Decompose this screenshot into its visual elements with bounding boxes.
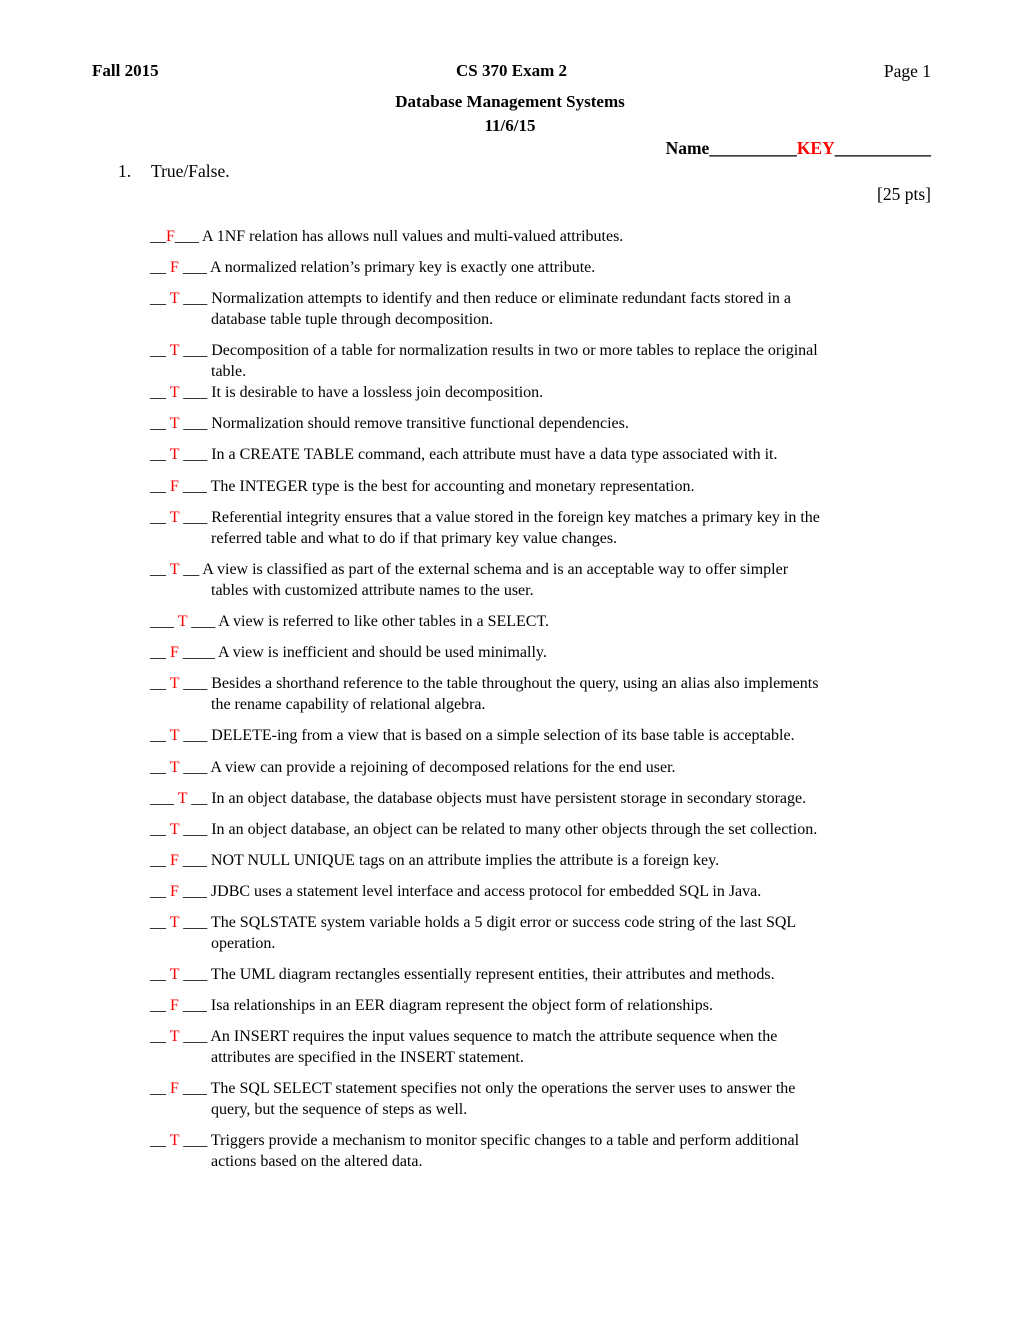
answer-mark: F bbox=[166, 228, 175, 245]
answer-blank-suffix: __ bbox=[179, 561, 200, 578]
answer-mark: T bbox=[177, 613, 188, 630]
tf-item bbox=[150, 757, 930, 778]
answer-blank-prefix: __ bbox=[150, 821, 170, 838]
answer-blank-suffix: ___ bbox=[179, 1132, 208, 1149]
statement-continuation: referred table and what to do if that primary key value changes. bbox=[211, 530, 618, 547]
statement-text: In an object database, the database objects must have persistent storage in secondary storage. bbox=[211, 790, 807, 807]
tf-item bbox=[150, 382, 930, 403]
answer-blank-prefix: __ bbox=[150, 852, 170, 869]
statement-text: DELETE-ing from a view that is based on a simple selection of its base table is acceptable. bbox=[211, 727, 795, 744]
statement-text: A view can provide a rejoining of decomposed relations for the end user. bbox=[210, 759, 676, 776]
answer-blank-suffix: ___ bbox=[179, 384, 208, 401]
answer-blank-prefix: __ bbox=[150, 342, 170, 359]
name-blank-before: __________ bbox=[709, 138, 797, 158]
answer-blank-prefix: __ bbox=[150, 415, 170, 432]
answer-blank-prefix: __ bbox=[150, 914, 170, 931]
answer-blank-prefix: ___ bbox=[150, 613, 178, 630]
tf-item bbox=[150, 559, 930, 601]
statement-text: The SQL SELECT statement specifies not only the operations the server uses to answer the bbox=[210, 1080, 796, 1097]
answer-blank-suffix: ___ bbox=[179, 727, 208, 744]
answer-mark: F bbox=[170, 259, 179, 276]
answer-blank-suffix: ___ bbox=[179, 759, 208, 776]
statement-text: The SQLSTATE system variable holds a 5 digit error or success code string of the last SQL bbox=[210, 914, 797, 931]
exam-date: 11/6/15 bbox=[484, 116, 536, 135]
tf-item bbox=[150, 476, 930, 497]
statement-text: In an object database, an object can be related to many other objects through the set collection. bbox=[211, 821, 818, 838]
statement-text: Normalization should remove transitive functional dependencies. bbox=[211, 415, 629, 432]
answer-blank-suffix: ___ bbox=[178, 478, 207, 495]
answer-mark: F bbox=[170, 1080, 179, 1097]
statement-text: An INSERT requires the input values sequence to match the attribute sequence when the bbox=[210, 1028, 778, 1045]
answer-mark: F bbox=[170, 478, 179, 495]
answer-blank-prefix: __ bbox=[150, 1028, 170, 1045]
tf-item bbox=[150, 1078, 930, 1120]
answer-mark: T bbox=[169, 509, 180, 526]
statement-continuation: database table tuple through decomposition. bbox=[211, 311, 494, 328]
answer-blank-suffix: __ bbox=[187, 790, 208, 807]
statement-text: The UML diagram rectangles essentially represent entities, their attributes and methods. bbox=[210, 966, 775, 983]
tf-item bbox=[150, 995, 930, 1016]
answer-mark: T bbox=[169, 914, 180, 931]
tf-item bbox=[150, 788, 930, 809]
answer-mark: T bbox=[169, 415, 180, 432]
statement-continuation: table. bbox=[211, 363, 247, 380]
answer-blank-prefix: __ bbox=[150, 478, 170, 495]
answer-blank-prefix: __ bbox=[150, 883, 170, 900]
answer-blank-prefix: __ bbox=[150, 966, 170, 983]
answer-mark: T bbox=[169, 759, 180, 776]
tf-item bbox=[150, 881, 930, 902]
statement-text: A normalized relation’s primary key is exactly one attribute. bbox=[210, 259, 596, 276]
answer-blank-suffix: ___ bbox=[179, 446, 208, 463]
question-points: [25 pts] bbox=[877, 184, 931, 204]
statement-text: A view is classified as part of the external schema and is an acceptable way to offer simpler bbox=[202, 561, 789, 578]
statement-text: In a CREATE TABLE command, each attribute must have a data type associated with it. bbox=[211, 446, 778, 463]
statement-text: NOT NULL UNIQUE tags on an attribute implies the attribute is a foreign key. bbox=[210, 852, 720, 869]
answer-blank-suffix: ___ bbox=[179, 966, 208, 983]
answer-mark: T bbox=[169, 290, 180, 307]
answer-mark: T bbox=[169, 966, 180, 983]
answer-blank-suffix: ___ bbox=[179, 1028, 208, 1045]
answer-mark: F bbox=[170, 852, 179, 869]
answer-blank-prefix: __ bbox=[150, 446, 170, 463]
answer-blank-prefix: __ bbox=[150, 727, 170, 744]
statement-continuation: attributes are specified in the INSERT statement. bbox=[211, 1049, 524, 1066]
statement-text: Referential integrity ensures that a value stored in the foreign key matches a primary key in the bbox=[211, 509, 820, 526]
tf-item bbox=[150, 507, 930, 549]
answer-mark: T bbox=[169, 342, 180, 359]
tf-item bbox=[150, 1026, 930, 1068]
answer-blank-prefix: __ bbox=[150, 561, 170, 578]
answer-mark: F bbox=[170, 997, 179, 1014]
answer-blank-suffix: ___ bbox=[178, 883, 207, 900]
answer-blank-prefix: __ bbox=[150, 1080, 170, 1097]
answer-mark: T bbox=[169, 446, 180, 463]
answer-mark: T bbox=[169, 1132, 180, 1149]
answer-mark: F bbox=[170, 883, 179, 900]
answer-blank-prefix: __ bbox=[150, 997, 170, 1014]
tf-item bbox=[150, 611, 930, 632]
answer-blank-suffix: ___ bbox=[174, 228, 199, 245]
answer-blank-suffix: ___ bbox=[179, 675, 208, 692]
answer-blank-prefix: __ bbox=[150, 259, 170, 276]
tf-item bbox=[150, 226, 930, 247]
tf-item bbox=[150, 642, 930, 663]
name-label: Name bbox=[665, 138, 710, 158]
answer-blank-suffix: ___ bbox=[178, 852, 207, 869]
statement-text: Decomposition of a table for normalization results in two or more tables to replace the original bbox=[211, 342, 818, 359]
statement-text: Normalization attempts to identify and then reduce or eliminate redundant facts stored in a bbox=[211, 290, 792, 307]
tf-item bbox=[150, 413, 930, 434]
answer-mark: F bbox=[170, 644, 179, 661]
answer-blank-suffix: ___ bbox=[187, 613, 216, 630]
tf-item bbox=[150, 340, 930, 382]
answer-blank-prefix: __ bbox=[150, 759, 170, 776]
answer-blank-prefix: __ bbox=[150, 290, 170, 307]
answer-blank-suffix: ___ bbox=[179, 290, 208, 307]
statement-continuation: tables with customized attribute names to the user. bbox=[211, 582, 534, 599]
tf-item bbox=[150, 288, 930, 330]
page-number: Page 1 bbox=[883, 61, 931, 81]
answer-mark: T bbox=[169, 727, 180, 744]
answer-blank-suffix: ___ bbox=[178, 997, 207, 1014]
answer-blank-suffix: ___ bbox=[178, 259, 207, 276]
tf-item bbox=[150, 819, 930, 840]
statement-text: A 1NF relation has allows null values and multi-valued attributes. bbox=[202, 228, 624, 245]
answer-blank-prefix: __ bbox=[150, 675, 170, 692]
tf-item bbox=[150, 850, 930, 871]
answer-blank-suffix: ___ bbox=[179, 342, 208, 359]
tf-item bbox=[150, 725, 930, 746]
answer-mark: T bbox=[177, 790, 188, 807]
tf-item bbox=[150, 1130, 930, 1172]
answer-blank-prefix: __ bbox=[150, 509, 170, 526]
subject-title: Database Management Systems bbox=[395, 92, 625, 111]
tf-item bbox=[150, 912, 930, 954]
statement-text: Isa relationships in an EER diagram represent the object form of relationships. bbox=[210, 997, 713, 1014]
page-header bbox=[92, 61, 931, 85]
term-label: Fall 2015 bbox=[92, 61, 159, 80]
answer-blank-suffix: ___ bbox=[179, 509, 208, 526]
statement-continuation: the rename capability of relational algebra. bbox=[211, 696, 486, 713]
name-value: KEY bbox=[796, 138, 835, 158]
answer-mark: T bbox=[169, 561, 180, 578]
tf-item bbox=[150, 444, 930, 465]
tf-item bbox=[150, 673, 930, 715]
name-blank-after: ___________ bbox=[834, 138, 931, 158]
statement-text: A view is referred to like other tables in a SELECT. bbox=[218, 613, 550, 630]
answer-blank-prefix: __ bbox=[150, 1132, 170, 1149]
question-number: 1. bbox=[118, 161, 132, 181]
statement-continuation: query, but the sequence of steps as well. bbox=[211, 1101, 468, 1118]
statement-text: JDBC uses a statement level interface and access protocol for embedded SQL in Java. bbox=[210, 883, 762, 900]
question-title: True/False. bbox=[151, 161, 230, 181]
statement-continuation: operation. bbox=[211, 935, 276, 952]
answer-blank-prefix: __ bbox=[150, 644, 170, 661]
answer-blank-suffix: ___ bbox=[179, 821, 208, 838]
statement-text: Besides a shorthand reference to the table throughout the query, using an alias also implements bbox=[211, 675, 819, 692]
statement-text: It is desirable to have a lossless join decomposition. bbox=[211, 384, 544, 401]
answer-blank-prefix: __ bbox=[150, 384, 170, 401]
statement-text: A view is inefficient and should be used minimally. bbox=[218, 644, 547, 661]
answer-mark: T bbox=[169, 821, 180, 838]
statement-continuation: actions based on the altered data. bbox=[211, 1153, 423, 1170]
question-heading bbox=[118, 161, 230, 182]
tf-item bbox=[150, 257, 930, 278]
answer-blank-suffix: ____ bbox=[178, 644, 215, 661]
answer-blank-suffix: ___ bbox=[179, 415, 208, 432]
answer-blank-suffix: ___ bbox=[179, 914, 208, 931]
name-line bbox=[666, 138, 931, 159]
statement-text: Triggers provide a mechanism to monitor specific changes to a table and perform additional bbox=[210, 1132, 800, 1149]
answer-mark: T bbox=[169, 675, 180, 692]
answer-blank-prefix: ___ bbox=[150, 790, 178, 807]
statement-text: The INTEGER type is the best for accounting and monetary representation. bbox=[210, 478, 695, 495]
exam-title: CS 370 Exam 2 bbox=[456, 61, 567, 80]
tf-item bbox=[150, 964, 930, 985]
answer-mark: T bbox=[169, 384, 180, 401]
answer-blank-prefix: __ bbox=[150, 228, 166, 245]
answer-blank-suffix: ___ bbox=[178, 1080, 207, 1097]
answer-mark: T bbox=[169, 1028, 180, 1045]
